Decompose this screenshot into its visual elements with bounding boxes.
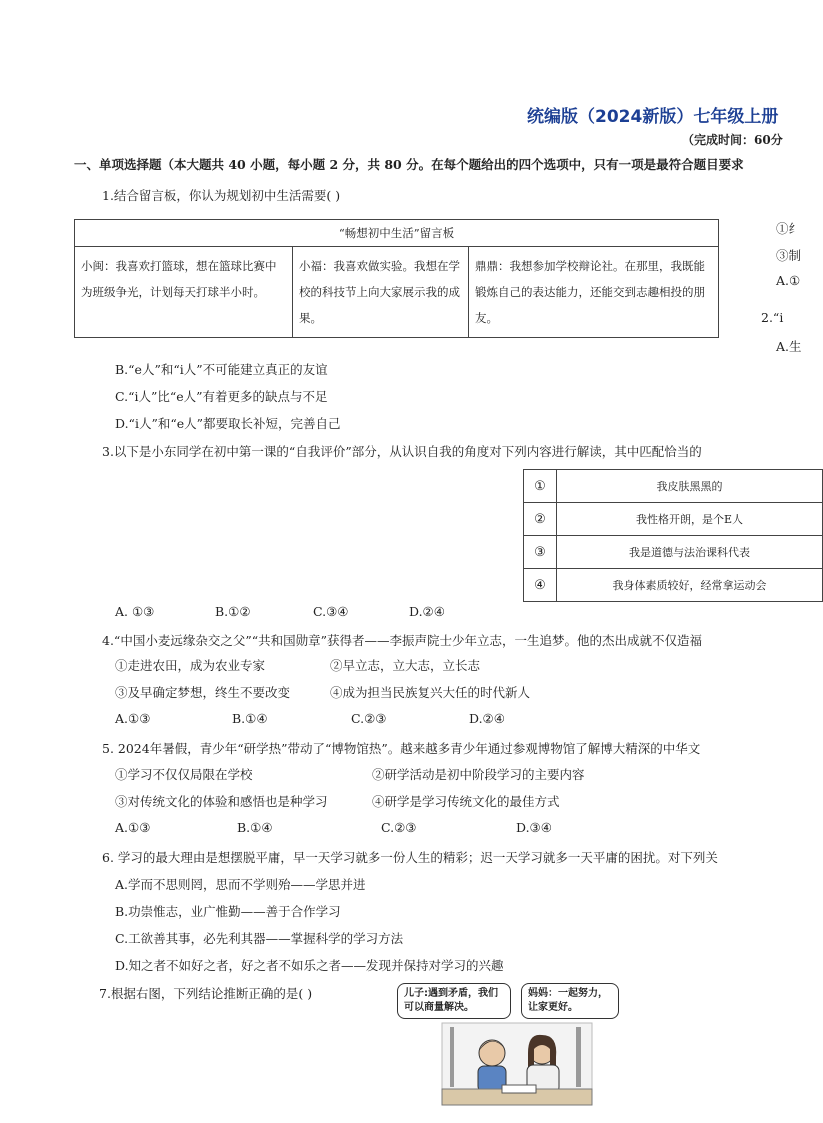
q4-item: ①走进农田，成为农业专家 (115, 658, 266, 673)
q1-side-text: ①纟 (776, 221, 802, 236)
q3-option-c: C.③④ (313, 604, 349, 619)
q4-item: ②早立志，立大志，立长志 (330, 658, 481, 673)
q2-side-option: A.生 (776, 339, 802, 354)
q1-stem: 1.结合留言板，你认为规划初中生活需要( ) (102, 188, 341, 203)
q5-option-a: A.①③ (115, 820, 151, 835)
son-speech-bubble: 儿子:遇到矛盾，我们可以商量解决。 (397, 983, 511, 1019)
q1-side-text: A.① (776, 273, 801, 288)
q4-stem: 4.“中国小麦远缘杂交之父”“共和国勋章”获得者——李振声院士少年立志，一生追梦。他的杰出成就不仅造福 (102, 633, 702, 648)
q3-option-b: B.①② (215, 604, 251, 619)
family-scene-image (442, 1023, 592, 1105)
board-cell: 鼎鼎：我想参加学校辩论社。在那里，我既能锻炼自己的表达能力，还能交到志趣相投的朋友。 (469, 247, 719, 338)
q6-option-c: C.工欲善其事，必先利其器——掌握科学的学习方法 (115, 931, 404, 946)
q2-option-d: D.“i人”和“e人”都要取长补短，完善自己 (115, 416, 341, 431)
q6-option-a: A.学而不思则罔，思而不学则殆——学思并进 (115, 877, 366, 892)
mom-speech-bubble: 妈妈：一起努力，让家更好。 (521, 983, 619, 1019)
q5-option-c: C.②③ (381, 820, 417, 835)
doc-title: 统编版（2024新版）七年级上册 (527, 107, 779, 127)
q6-stem: 6. 学习的最大理由是想摆脱平庸，早一天学习就多一份人生的精彩；迟一天学习就多一天平庸的困扰。对下列关 (102, 850, 718, 865)
q7-illustration (397, 983, 625, 1107)
q1-side-text: ③制 (776, 248, 802, 263)
row-number: ① (524, 470, 557, 503)
q2-option-c: C.“i人”比“e人”有着更多的缺点与不足 (115, 389, 328, 404)
q6-option-d: D.知之者不如好之者，好之者不如乐之者——发现并保持对学习的兴趣 (115, 958, 504, 973)
section-heading: 一、单项选择题（本大题共 40 小题，每小题 2 分，共 80 分。在每个题给出的四个选项中，只有一项是最符合题目要求 (74, 157, 744, 172)
q4-option-c: C.②③ (351, 711, 387, 726)
q5-option-b: B.①④ (237, 820, 273, 835)
row-number: ④ (524, 569, 557, 602)
q4-option-d: D.②④ (469, 711, 505, 726)
q2-option-b: B.“e人”和“i人”不可能建立真正的友谊 (115, 362, 328, 377)
time-limit: （完成时间：60分 (682, 133, 783, 147)
q5-option-d: D.③④ (516, 820, 552, 835)
q4-item: ④成为担当民族复兴大任的时代新人 (330, 685, 531, 700)
board-cell: 小闽：我喜欢打篮球，想在篮球比赛中为班级争光，计划每天打球半小时。 (75, 247, 293, 338)
row-text: 我皮肤黑黑的 (557, 470, 823, 503)
board-cell: 小福：我喜欢做实验。我想在学校的科技节上向大家展示我的成果。 (293, 247, 469, 338)
q4-option-a: A.①③ (115, 711, 151, 726)
row-text: 我性格开朗，是个E人 (557, 503, 823, 536)
board-title: “畅想初中生活”留言板 (75, 220, 719, 247)
row-text: 我是道德与法治课科代表 (557, 536, 823, 569)
row-text: 我身体素质较好，经常拿运动会 (557, 569, 823, 602)
q5-item: ④研学是学习传统文化的最佳方式 (372, 794, 560, 809)
q5-item: ③对传统文化的体验和感悟也是种学习 (115, 794, 328, 809)
row-number: ② (524, 503, 557, 536)
q2-side-stem: 2.“i (761, 310, 784, 325)
q4-option-b: B.①④ (232, 711, 268, 726)
q5-item: ②研学活动是初中阶段学习的主要内容 (372, 767, 585, 782)
q3-option-a: A. ①③ (115, 604, 155, 619)
self-evaluation-table (523, 469, 823, 602)
q5-item: ①学习不仅仅局限在学校 (115, 767, 253, 782)
q3-option-d: D.②④ (409, 604, 445, 619)
q5-stem: 5. 2024年暑假，青少年“研学热”带动了“博物馆热”。越来越多青少年通过参观博物馆了解博大精深的中华文 (102, 741, 701, 756)
q6-option-b: B.功崇惟志，业广惟勤——善于合作学习 (115, 904, 341, 919)
q3-stem: 3.以下是小东同学在初中第一课的“自我评价”部分，从认识自我的角度对下列内容进行解读，其中匹配恰当的 (102, 444, 702, 459)
q4-item: ③及早确定梦想，终生不要改变 (115, 685, 291, 700)
q7-stem: 7.根据右图，下列结论推断正确的是( ) (99, 986, 313, 1001)
message-board (74, 219, 719, 338)
row-number: ③ (524, 536, 557, 569)
